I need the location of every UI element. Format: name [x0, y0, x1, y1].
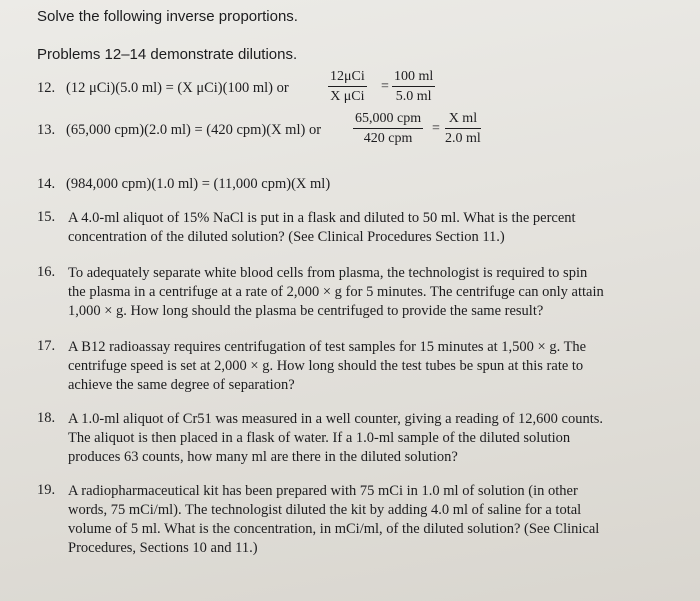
- problem-line: 1,000 × g. How long should the plasma be centrifuged to provide the same result?: [68, 303, 544, 319]
- problem-equation: (12 μCi)(5.0 ml) = (X μCi)(100 ml) or: [66, 80, 289, 96]
- problem-line: Procedures, Sections 10 and 11.): [68, 540, 258, 556]
- problem-number: 13.: [37, 122, 56, 138]
- problem-number: 18.: [37, 410, 56, 426]
- problem-line: produces 63 counts, how many ml are there in the diluted solution?: [68, 449, 458, 465]
- fraction-left: [353, 111, 423, 147]
- problem-text: [68, 338, 586, 395]
- fraction-denominator: 5.0 ml: [395, 89, 432, 104]
- problem-number: 17.: [37, 338, 56, 354]
- fraction-denominator: X μCi: [330, 89, 365, 104]
- problem-line: A 1.0-ml aliquot of Cr51 was measured in a well counter, giving a reading of 12,600 counts.: [68, 411, 603, 427]
- problem-line: A radiopharmaceutical kit has been prepared with 75 mCi in 1.0 ml of solution (in other: [68, 483, 578, 499]
- fraction-numerator: 65,000 cpm: [353, 111, 423, 129]
- problem-line: The aliquot is then placed in a flask of water. If a 1.0-ml sample of the diluted solution: [68, 430, 571, 446]
- fraction-numerator: X ml: [445, 111, 481, 129]
- problem-number: 15.: [37, 209, 56, 225]
- fraction-numerator: 100 ml: [392, 69, 435, 87]
- problem-number: 19.: [37, 482, 56, 498]
- problem-line: A B12 radioassay requires centrifugation of test samples for 15 minutes at 1,500 × g. The: [68, 339, 587, 355]
- problem-line: To adequately separate white blood cells from plasma, the technologist is required to spin: [68, 265, 588, 281]
- problem-number: 14.: [37, 176, 56, 192]
- fraction-numerator: 12μCi: [328, 69, 367, 87]
- problem-text: [68, 482, 599, 558]
- problem-equation: (65,000 cpm)(2.0 ml) = (420 cpm)(X ml) or: [66, 122, 322, 138]
- problem-line: the plasma in a centrifuge at a rate of 2,000 × g for 5 minutes. The centrifuge can only attain: [68, 284, 604, 300]
- fraction-right: [392, 69, 435, 105]
- section-subtitle: Problems 12–14 demonstrate dilutions.: [37, 46, 298, 63]
- problem-text: [68, 264, 604, 321]
- problem-text: [68, 410, 603, 467]
- problem-line: centrifuge speed is set at 2,000 × g. How long should the test tubes be spun at this rate to: [68, 358, 584, 374]
- equals-sign: =: [381, 79, 389, 94]
- problem-number: 12.: [37, 80, 56, 96]
- problem-text: [68, 209, 576, 247]
- problem-equation: (984,000 cpm)(1.0 ml) = (11,000 cpm)(X ml): [66, 176, 331, 192]
- fraction-denominator: 2.0 ml: [445, 131, 481, 146]
- problem-line: achieve the same degree of separation?: [68, 377, 295, 393]
- problem-number: 16.: [37, 264, 56, 280]
- fraction-left: [328, 69, 367, 105]
- fraction-right: [445, 111, 481, 147]
- problem-line: concentration of the diluted solution? (See Clinical Procedures Section 11.): [68, 229, 505, 245]
- problem-line: words, 75 mCi/ml). The technologist diluted the kit by adding 4.0 ml of saline for a total: [68, 502, 582, 518]
- equals-sign: =: [432, 121, 440, 136]
- problem-line: volume of 5 ml. What is the concentration, in mCi/ml, of the diluted solution? (See Clinical: [68, 521, 600, 537]
- fraction-denominator: 420 cpm: [363, 131, 413, 146]
- problem-line: A 4.0-ml aliquot of 15% NaCl is put in a flask and diluted to 50 ml. What is the percent: [68, 210, 576, 226]
- page-title: Solve the following inverse proportions.: [37, 8, 298, 25]
